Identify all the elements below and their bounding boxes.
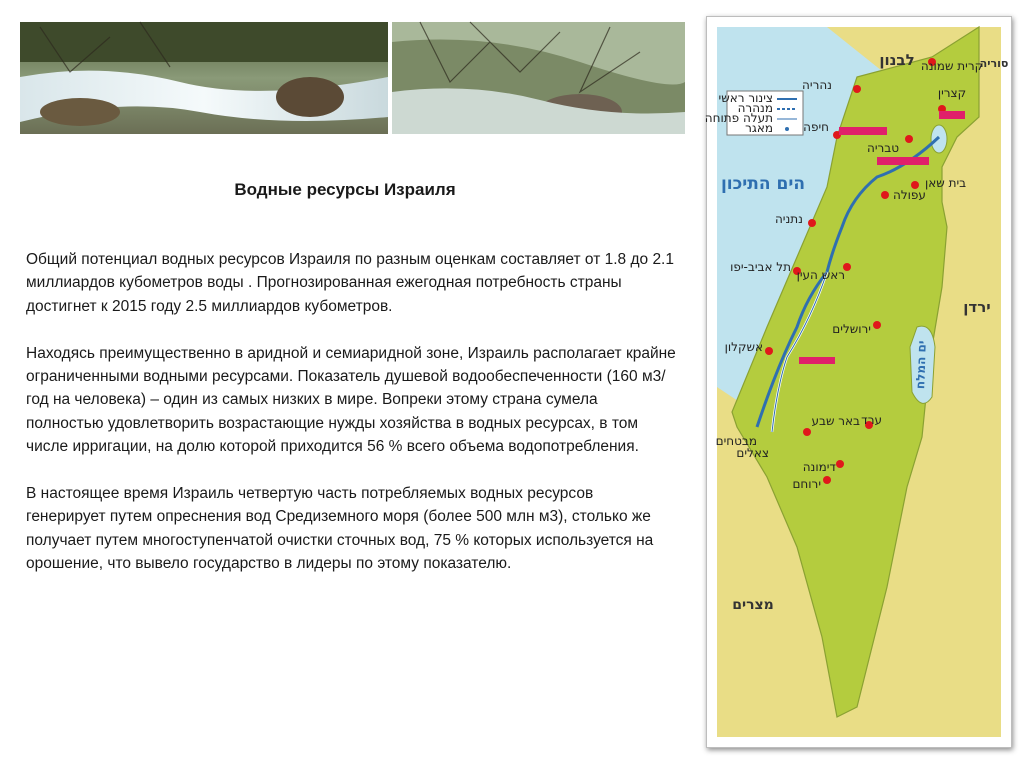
city-afula: עפולה (893, 188, 926, 202)
city-tzeelim: צאלים (736, 446, 769, 460)
city-ashkelon: אשקלון (724, 340, 763, 354)
legend-main-pipe: צינור ראשי (718, 91, 773, 105)
city-dimona: דימונה (802, 460, 836, 474)
city-rosh-haayin: ראש העין (796, 268, 845, 282)
city-katzrin: קצרין (937, 86, 967, 100)
city-haifa: חיפה (803, 120, 829, 134)
paragraph-1: Общий потенциал водных ресурсов Израиля по разным оценкам составляет от 1.8 до 2.1 миллиардов кубометров воды . Прогнозированная ежегодная потребность страны достигнет к 2015 году 2.5 миллиардов кубометров. (26, 251, 674, 315)
slide-title: Водные ресурсы Израиля (234, 180, 456, 199)
city-tiberias: טבריה (866, 141, 899, 155)
city-arad: ערד (861, 413, 882, 427)
city-kiryat-shmona: קרית שמונה (920, 59, 984, 73)
city-tel-aviv: תל אביב-יפו (730, 260, 791, 274)
city-jerusalem: ירושלים (832, 322, 871, 336)
paragraph-3: В настоящее время Израиль четвертую часть потребляемых водных ресурсов генерирует путем опреснения вод Средиземного моря (более 500 млн м3), столько же получает путем многоступенчатой очистки сточных вод, 75 % которых используется на орошение, что вывело государство в лидеры по этому показателю. (26, 485, 654, 573)
label-lebanon: לבנון (879, 51, 915, 69)
city-beer-sheva: באר שבע (811, 414, 860, 428)
legend-tunnel: מנהרה (737, 101, 773, 115)
label-syria: סוריה (979, 57, 1009, 70)
city-mavkiim: מבטחים (715, 434, 757, 448)
city-beit-shean: בית שאן (925, 176, 967, 190)
label-dead-sea: ים המלח (913, 340, 929, 390)
legend-reservoir: מאגר (745, 121, 773, 135)
city-yeruham: ירוחם (792, 477, 821, 491)
label-jordan: ירדן (963, 298, 991, 316)
label-mediterranean: הים התיכון (720, 174, 806, 194)
paragraph-2: Находясь преимущественно в аридной и семиаридной зоне, Израиль располагает крайне ограниченными водными ресурсами. Показатель душевой водообеспеченности (160 м3/год на человека) – один из самых низких в мире. Вопреки этому страна сумела полностью удовлетворить возрастающие нужды хозяйства в водных ресурсах, в том числе ирригации, на долю которой приходится 56 % всего объема водопотребления. (26, 344, 676, 456)
israel-water-map (706, 16, 1012, 748)
legend-open-canal: תעלה פתוחה (704, 111, 773, 125)
banner-photo (20, 22, 685, 134)
label-egypt: מצרים (732, 597, 774, 613)
slide-body (26, 248, 676, 599)
city-nahariya: נהריה (802, 78, 832, 92)
city-netanya: נתניה (774, 212, 803, 226)
